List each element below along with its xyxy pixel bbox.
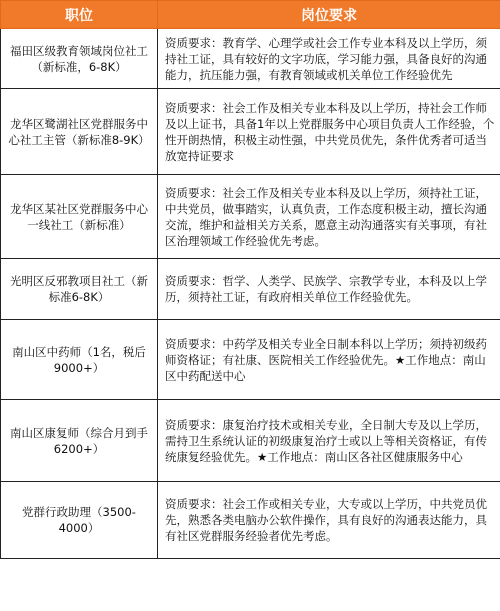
requirements-cell: 资质要求：社会工作及相关专业本科及以上学历，须持社工证，中共党员，做事踏实，认真负责，工作态度积极主动，擅长沟通交流，维护和益相关方关系，愿意主动沟通落实有关事项，有社区治理领域工作经验优先考虑。 — [158, 175, 500, 259]
requirements-cell: 资质要求：社会工作或相关专业，大专或以上学历，中共党员优先，熟悉各类电脑办公软件操作，具有良好的沟通表达能力，具有社区党群服务经验者优先考虑。 — [158, 482, 500, 559]
table-row — [1, 89, 500, 175]
position-cell: 福田区级教育领域岗位社工（新标准，6-8K） — [1, 29, 158, 89]
position-cell: 南山区中药师（1名，税后9000+） — [1, 320, 158, 400]
header-requirements: 岗位要求 — [158, 1, 500, 29]
position-cell: 龙华区鹭湖社区党群服务中心社工主管（新标准8-9K） — [1, 89, 158, 175]
requirements-cell: 资质要求：教育学、心理学或社会工作专业本科及以上学历，须持社工证，具有较好的文字功底，学习能力强，具备良好的沟通能力，抗压能力强，有教育领域或机关单位工作经验优先 — [158, 29, 500, 89]
table-header-row — [1, 1, 500, 29]
requirements-cell: 资质要求：社会工作及相关专业本科及以上学历，持社会工作师及以上证书，具备1年以上党群服务中心项目负责人工作经验，个性开朗热情，积极主动性强，中共党员优先，条件优秀者可适当放宽持证要求 — [158, 89, 500, 175]
position-cell: 党群行政助理（3500-4000） — [1, 482, 158, 559]
requirements-cell: 资质要求：康复治疗技术或相关专业，全日制大专及以上学历，需持卫生系统认证的初级康复治疗士或以上等相关资格证，有传统康复经验优先。★工作地点：南山区各社区健康服务中心 — [158, 400, 500, 482]
table-row — [1, 29, 500, 89]
requirements-cell: 资质要求：中药学及相关专业全日制本科以上学历；须持初级药师资格证；有社康、医院相关工作经验优先。★工作地点：南山区中药配送中心 — [158, 320, 500, 400]
position-cell: 龙华区某社区党群服务中心一线社工（新标准） — [1, 175, 158, 259]
table-row — [1, 400, 500, 482]
table-row — [1, 482, 500, 559]
header-position: 职位 — [1, 1, 158, 29]
position-cell: 光明区反邪教项目社工（新标准6-8K） — [1, 259, 158, 320]
position-cell: 南山区康复师（综合月到手6200+） — [1, 400, 158, 482]
table-row — [1, 175, 500, 259]
table-row — [1, 259, 500, 320]
requirements-cell: 资质要求：哲学、人类学、民族学、宗教学专业，本科及以上学历，须持社工证，有政府相关单位工作经验优先。 — [158, 259, 500, 320]
table-row — [1, 320, 500, 400]
